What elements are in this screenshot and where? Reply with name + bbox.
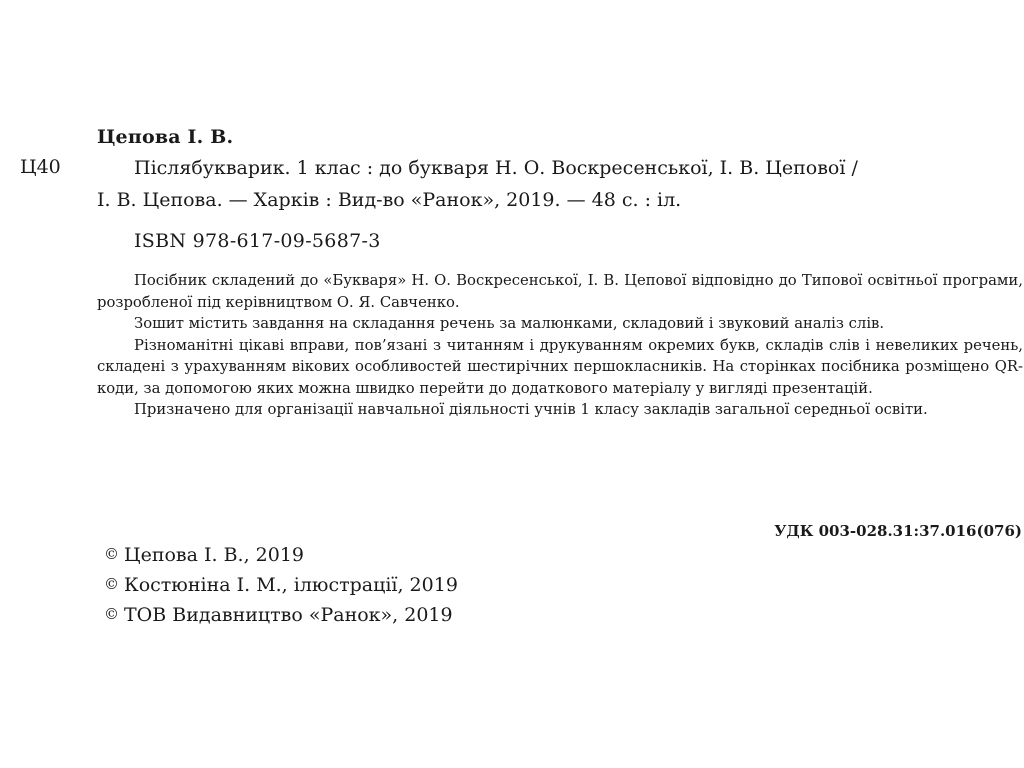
annotation-paragraph: Різноманітні цікаві вправи, пов’язані з читанням і друкуванням окремих букв, складів слів і невеликих речень, складені з урахуванням вікових особливостей шестирічних першокласників. На сторінках посібника розміщено QR-коди, за допомогою яких можна швидко перейти до додаткового матеріалу у вигляді презентацій. — [97, 336, 1023, 397]
annotation-paragraph: Призначено для організації навчальної діяльності учнів 1 класу закладів загальної середньої освіти. — [134, 401, 928, 418]
copyright-text: Цепова І. В., 2019 — [124, 544, 304, 566]
annotation-paragraph: Посібник складений до «Букваря» Н. О. Воскресенської, І. В. Цепової відповідно до Типової освітньої програми, розробленої під керівництвом О. Я. Савченко. — [97, 272, 1023, 311]
copyright-text: ТОВ Видавництво «Ранок», 2019 — [124, 604, 453, 626]
copyright-icon: © — [104, 545, 119, 563]
annotation — [97, 270, 1023, 421]
copyright-icon: © — [104, 605, 119, 623]
udk-code: УДК 003-028.31:37.016(076) — [774, 522, 1022, 540]
isbn: ISBN 978-617-09-5687-3 — [134, 230, 381, 252]
copyright-text: Костюніна І. М., ілюстрації, 2019 — [124, 574, 458, 596]
annotation-paragraph: Зошит містить завдання на складання речень за малюнками, складовий і звуковий аналіз слів. — [134, 315, 885, 332]
copyright-line — [104, 601, 458, 631]
bibliographic-description-line-2: І. В. Цепова. — Харків : Вид-во «Ранок», 2019. — 48 с. : іл. — [97, 189, 682, 211]
copyright-line — [104, 541, 458, 571]
copyright-block — [104, 541, 458, 631]
author-heading: Цепова І. В. — [97, 126, 234, 148]
classification-index: Ц40 — [20, 156, 61, 178]
bibliographic-description-line-1: Післябукварик. 1 клас : до букваря Н. О. Воскресенської, І. В. Цепової / — [134, 157, 858, 179]
copyright-icon: © — [104, 575, 119, 593]
copyright-line — [104, 571, 458, 601]
